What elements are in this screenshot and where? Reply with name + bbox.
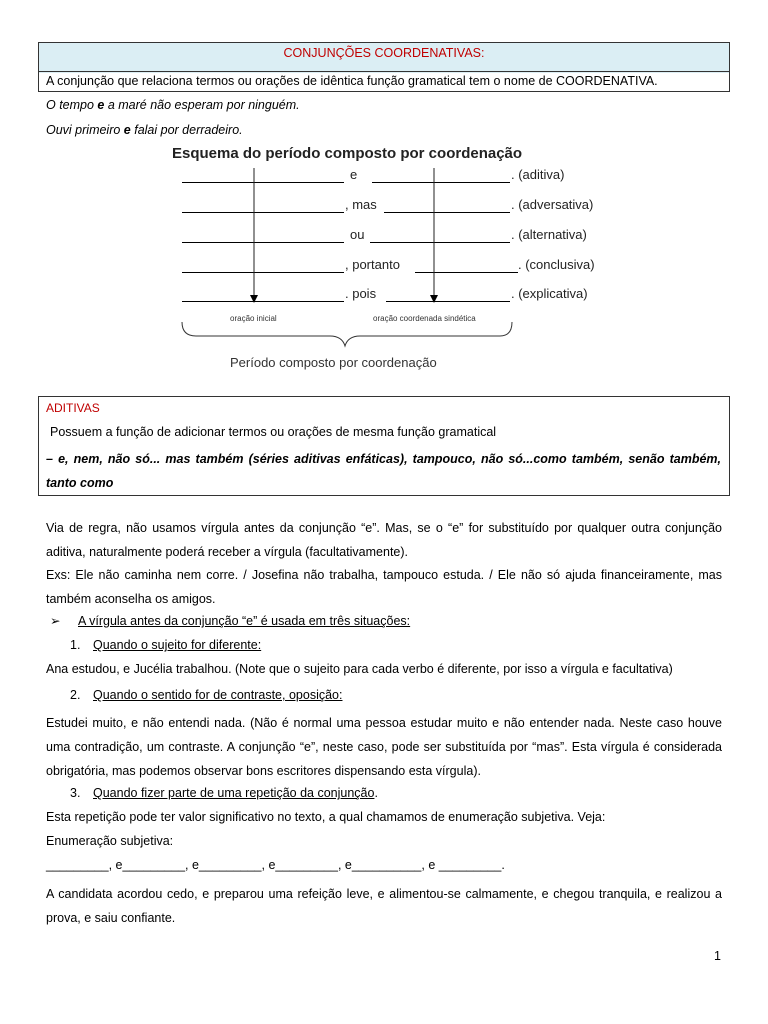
label-oracao-coordenada: oração coordenada sindética [373,314,476,323]
diagram-type: . (adversativa) [511,197,594,212]
paragraph-2: Exs: Ele não caminha nem corre. / Josefina não trabalha, tampouco estuda. / Ele não só ajuda financeiramente, mas também aconselha os amigos. [46,568,722,606]
page-number: 1 [714,949,721,963]
item-3-label-wrap [93,785,378,801]
item-1-number: 1. [70,638,81,652]
example-2-post: falai por derradeiro. [130,123,243,137]
diagram-type: . (conclusiva) [518,257,595,272]
example-2-pre: Ouvi primeiro [46,123,124,137]
aditivas-list: – e, nem, não só... mas também (séries aditivas enfáticas), tampouco, não só...como também, senão também, tanto como [46,452,721,490]
diagram-conj: , portanto [345,257,400,272]
aditivas-description: Possuem a função de adicionar termos ou orações de mesma função gramatical [50,425,497,439]
diagram-type: . (alternativa) [511,227,587,242]
item-2-number: 2. [70,688,81,702]
diagram-title: Esquema do período composto por coordenação [172,145,523,162]
item-2-label: Quando o sentido for de contraste, oposição: [93,688,343,702]
diagram-conj: ou [350,227,365,242]
enumeration-label: Enumeração subjetiva: [46,834,174,848]
diagram-conj: . pois [345,286,377,301]
arrow-head-left [250,295,258,303]
definition-text: A conjunção que relaciona termos ou orações de idêntica função gramatical tem o nome de COORDENATIVA. [46,74,658,88]
item-3-text: Esta repetição pode ter valor significativo no texto, a qual chamamos de enumeração subjetiva. Veja: [46,810,606,824]
bullet-heading: A vírgula antes da conjunção “e” é usada em três situações: [78,614,411,628]
aditivas-heading: ADITIVAS [46,401,100,415]
diagram-type: . (explicativa) [511,286,588,301]
bullet-arrow-icon: ➢ [50,614,61,628]
arrow-head-right [430,295,438,303]
item-3-label: Quando fizer parte de uma repetição da conjunção [93,786,375,800]
diagram-conj: , mas [345,197,377,212]
item-3-number: 3. [70,786,81,800]
example-1-conj: e [97,98,105,112]
paragraph-1: Via de regra, não usamos vírgula antes da conjunção “e”. Mas, se o “e” for substituído por qualquer outra conjunção aditiva, naturalmente poderá receber a vírgula (facultativamente). [46,521,722,559]
example-1-post: a maré não esperam por ninguém. [104,98,300,112]
diagram-caption: Período composto por coordenação [230,355,437,370]
diagram-brace [182,322,512,346]
enumeration-blanks: _________, e_________, e_________, e_________, e__________, e _________. [46,858,505,872]
label-oracao-inicial: oração inicial [230,314,277,323]
item-1-label: Quando o sujeito for diferente: [93,638,262,652]
example-1-pre: O tempo [46,98,98,112]
item-2-text: Estudei muito, e não entendi nada. (Não é normal uma pessoa estudar muito e não entender nada. Neste caso houve uma contradição, um contraste. A conjunção “e”, neste caso, pode ser substituída por “mas”. Esta vírgula é considerada obrigatória, mas podemos observar bons escritores dispensando esta vírgula). [46,716,722,778]
final-example: A candidata acordou cedo, e preparou uma refeição leve, e alimentou-se calmamente, e chegou tranquila, e realizou a prova, e saiu confiante. [46,887,722,925]
diagram-type: . (aditiva) [511,167,565,182]
diagram-conj: e [350,167,358,182]
item-1-text: Ana estudou, e Jucélia trabalhou. (Note que o sujeito para cada verbo é diferente, por isso a vírgula e facultativa) [46,662,673,676]
diagram-arrows [0,0,768,380]
example-2-conj: e [123,123,131,137]
page-title: CONJUNÇÕES COORDENATIVAS: [283,46,485,60]
item-3-suffix: . [374,786,378,800]
